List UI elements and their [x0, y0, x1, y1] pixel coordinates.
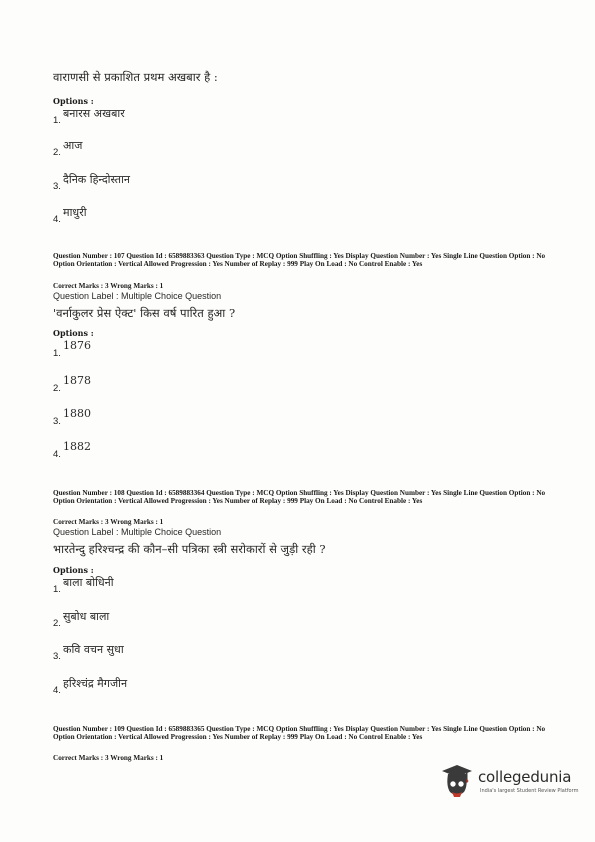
- option-number: 1.: [53, 348, 61, 359]
- option-text: 1882: [63, 440, 91, 453]
- option-text: आज: [63, 139, 83, 152]
- collegedunia-logo: [440, 762, 580, 802]
- graduate-mascot-icon: [440, 762, 474, 800]
- logo-name: collegedunia: [478, 768, 572, 786]
- options-label: Options :: [53, 565, 94, 575]
- option-text: बनारस अखबार: [63, 107, 125, 120]
- option-number: 3.: [53, 416, 61, 427]
- option-text: 1880: [63, 407, 91, 420]
- option-text: बाला बोधिनी: [63, 576, 114, 589]
- question-label: Question Label : Multiple Choice Question: [53, 291, 222, 301]
- option-text: 1878: [63, 374, 91, 387]
- option-number: 1.: [53, 115, 61, 126]
- marks-info: Correct Marks : 3 Wrong Marks : 1: [53, 754, 164, 762]
- option-text: 1876: [63, 339, 91, 352]
- question-meta: Question Number : 107 Question Id : 6589883363 Question Type : MCQ Option Shuffling : Yes Display Question Number : Yes Single Line Question Option : No Option Orientation : Vertical Allowed Progression : Yes Number of Replay : 999 Play On Load : No Control Enable : Yes: [53, 252, 546, 269]
- option-number: 4.: [53, 449, 61, 460]
- option-number: 4.: [53, 214, 61, 225]
- option-text: कवि वचन सुधा: [63, 643, 124, 656]
- logo-tagline: India's largest Student Review Platform: [480, 788, 579, 794]
- option-text: माधुरी: [63, 206, 87, 219]
- option-number: 2.: [53, 147, 61, 158]
- question-meta: Question Number : 109 Question Id : 6589883365 Question Type : MCQ Option Shuffling : Yes Display Question Number : Yes Single Line Question Option : No Option Orientation : Vertical Allowed Progression : Yes Number of Replay : 999 Play On Load : No Control Enable : Yes: [53, 725, 546, 742]
- marks-info: Correct Marks : 3 Wrong Marks : 1: [53, 282, 164, 290]
- option-number: 1.: [53, 584, 61, 595]
- question-text: 'वर्नाकुलर प्रेस ऐक्ट' किस वर्ष पारित हुआ ?: [53, 306, 236, 320]
- option-number: 2.: [53, 618, 61, 629]
- option-number: 2.: [53, 383, 61, 394]
- option-text: सुबोध बाला: [63, 610, 110, 623]
- option-number: 4.: [53, 685, 61, 696]
- marks-info: Correct Marks : 3 Wrong Marks : 1: [53, 518, 164, 526]
- option-text: हरिश्चंद्र मैगजीन: [63, 677, 128, 690]
- option-number: 3.: [53, 181, 61, 192]
- options-label: Options :: [53, 328, 94, 338]
- question-meta: Question Number : 108 Question Id : 6589883364 Question Type : MCQ Option Shuffling : Yes Display Question Number : Yes Single Line Question Option : No Option Orientation : Vertical Allowed Progression : Yes Number of Replay : 999 Play On Load : No Control Enable : Yes: [53, 489, 546, 506]
- question-text: भारतेन्दु हरिश्चन्द्र की कौन–सी पत्रिका स्त्री सरोकारों से जुड़ी रही ?: [53, 542, 326, 556]
- options-label: Options :: [53, 96, 94, 106]
- question-text: वाराणसी से प्रकाशित प्रथम अखबार है :: [53, 70, 218, 84]
- question-label: Question Label : Multiple Choice Question: [53, 527, 222, 537]
- option-number: 3.: [53, 651, 61, 662]
- option-text: दैनिक हिन्दोस्तान: [63, 173, 131, 186]
